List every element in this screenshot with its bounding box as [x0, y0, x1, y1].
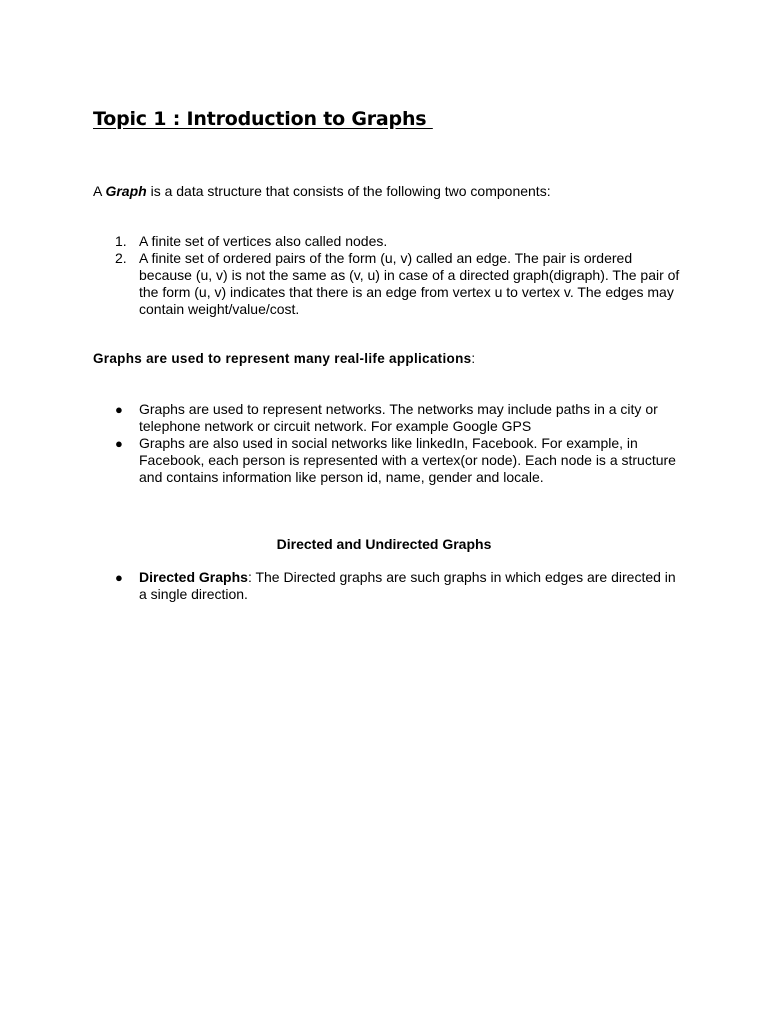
document-title: Topic 1 : Introduction to Graphs [93, 108, 433, 130]
list-number: 1. [115, 233, 127, 249]
list-item [115, 569, 685, 603]
applications-list [115, 401, 685, 486]
directed-section-heading: Directed and Undirected Graphs [276, 536, 492, 552]
list-item-text: A finite set of vertices also called nodes. [139, 233, 388, 249]
intro-term: Graph [105, 183, 147, 199]
intro-paragraph [93, 183, 551, 200]
bullet-icon: ● [115, 570, 123, 585]
list-item-term: Directed Graphs [139, 569, 248, 585]
list-item-text: A finite set of ordered pairs of the form (u, v) called an edge. The pair is ordered because (u, v) is not the same as (v, u) in case of a directed graph(digraph). The pair of the form (u, v) indicates that there is an edge from vertex u to vertex v. The edges may contain weight/value/cost. [139, 250, 680, 317]
directed-list [115, 569, 685, 603]
list-item [115, 250, 685, 318]
list-item [115, 435, 685, 486]
list-item-text: : The Directed graphs are such graphs in which edges are directed in a single direction. [139, 569, 676, 602]
bullet-icon: ● [115, 402, 123, 417]
intro-prefix: A [93, 183, 106, 199]
list-item-text: Graphs are used to represent networks. The networks may include paths in a city or telephone network or circuit network. For example Google GPS [139, 401, 658, 434]
intro-rest: is a data structure that consists of the following two components: [146, 183, 551, 199]
list-item [115, 401, 685, 435]
components-list [115, 233, 685, 318]
applications-heading-text: Graphs are used to represent many real-life applications [93, 351, 472, 366]
bullet-icon: ● [115, 436, 123, 451]
list-item [115, 233, 685, 250]
applications-heading-colon: : [471, 351, 476, 366]
list-number: 2. [115, 250, 127, 266]
applications-heading [93, 350, 475, 367]
list-item-text: Graphs are also used in social networks like linkedIn, Facebook. For example, in Facebook, each person is represented with a vertex(or node). Each node is a structure and contains information like person id, name, gender and locale. [139, 435, 676, 485]
